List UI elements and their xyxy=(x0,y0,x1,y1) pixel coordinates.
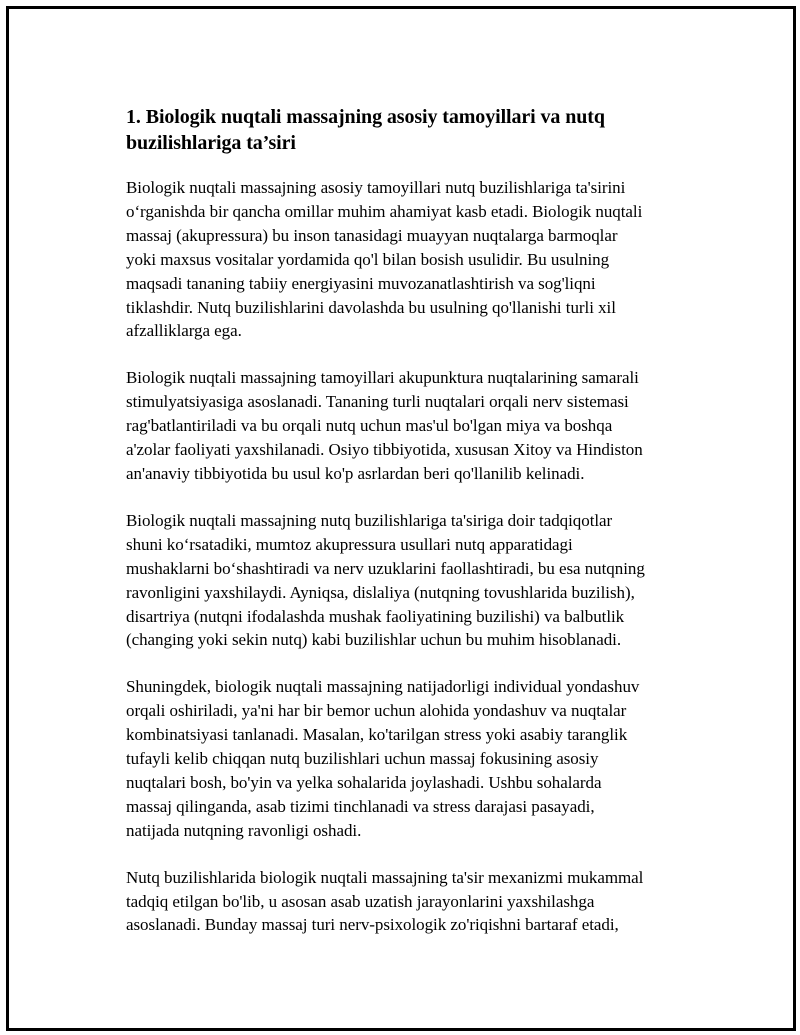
text-line: stimulyatsiyasiga asoslanadi. Tananing turli nuqtalari orqali nerv sistemasi xyxy=(126,392,629,412)
text-line: nuqtalari bosh, bo'yin va yelka sohalarida joylashadi. Ushbu sohalarda xyxy=(126,772,602,792)
text-line: an'anaviy tibbiyotida bu usul ko'p asrlardan beri qo'llanilib kelinadi. xyxy=(126,463,585,483)
text-line: tadqiq etilgan bo'lib, u asosan asab uzatish jarayonlarini yaxshilashga xyxy=(126,891,595,911)
text-line: a'zolar faoliyati yaxshilanadi. Osiyo tibbiyotida, xususan Xitoy va Hindiston xyxy=(126,440,643,460)
text-line: (changing yoki sekin nutq) kabi buzilishlar uchun bu muhim hisoblanadi. xyxy=(126,630,622,650)
text-line: Biologik nuqtali massajning tamoyillari akupunktura nuqtalarining samarali xyxy=(126,368,639,388)
text-line: Shuningdek, biologik nuqtali massajning natijadorligi individual yondashuv xyxy=(126,677,640,697)
text-line: disartriya (nutqni ifodalashda mushak faoliyatining buzilishi) va balbutlik xyxy=(126,606,625,626)
text-line: kombinatsiyasi tanlanadi. Masalan, ko'tarilgan stress yoki asabiy taranglik xyxy=(126,725,628,745)
text-line: rag'batlantiriladi va bu orqali nutq uchun mas'ul bo'lgan miya va boshqa xyxy=(126,416,613,436)
heading-line: 1. Biologik nuqtali massajning asosiy tamoyillari va nutq xyxy=(126,106,605,128)
text-line: shuni ko‘rsatadiki, mumtoz akupressura usullari nutq apparatidagi xyxy=(126,534,573,554)
text-line: yoki maxsus vositalar yordamida qo'l bilan bosish usulidir. Bu usulning xyxy=(126,249,610,269)
text-line: ravonligini yaxshilaydi. Ayniqsa, dislaliya (nutqning tovushlarida buzilish), xyxy=(126,582,635,602)
text-line: orqali oshiriladi, ya'ni har bir bemor uchun alohida yondashuv va nuqtalar xyxy=(126,701,627,721)
text-line: Biologik nuqtali massajning asosiy tamoyillari nutq buzilishlariga ta'sirini xyxy=(126,178,626,197)
text-line: tufayli kelib chiqqan nutq buzilishlari uchun massaj fokusining asosiy xyxy=(126,749,599,769)
text-line: massaj qilinganda, asab tizimi tinchlanadi va stress darajasi pasayadi, xyxy=(126,796,595,816)
text-line: Biologik nuqtali massajning nutq buzilishlariga ta'siriga doir tadqiqotlar xyxy=(126,510,613,530)
paragraph-5 xyxy=(126,866,704,938)
text-line: massaj (akupressura) bu inson tanasidagi muayyan nuqtalarga barmoqlar xyxy=(126,225,618,245)
text-line: asoslanadi. Bunday massaj turi nerv-psixologik zo'riqishni bartaraf etadi, xyxy=(126,915,619,935)
paragraph-4 xyxy=(126,675,704,842)
text-line: maqsadi tananing tabiiy energiyasini muvozanatlashtirish va sog'liqni xyxy=(126,273,596,293)
paragraph-3 xyxy=(126,509,704,652)
text-line: afzalliklarga ega. xyxy=(126,321,242,341)
text-line: o‘rganishda bir qancha omillar muhim ahamiyat kasb etadi. Biologik nuqtali xyxy=(126,201,643,221)
text-line: tiklashdir. Nutq buzilishlarini davolashda bu usulning qo'llanishi turli xil xyxy=(126,297,616,317)
paragraph-1 xyxy=(126,176,704,343)
page-frame xyxy=(6,6,796,1031)
paragraph-2 xyxy=(126,366,704,486)
text-line: Nutq buzilishlarida biologik nuqtali massajning ta'sir mexanizmi mukammal xyxy=(126,867,644,887)
document-body xyxy=(126,104,704,960)
section-heading xyxy=(126,104,704,156)
heading-line: buzilishlariga ta’siri xyxy=(126,132,296,154)
text-line: natijada nutqning ravonligi oshadi. xyxy=(126,820,362,840)
text-line: mushaklarni bo‘shashtiradi va nerv uzuklarini faollashtiradi, bu esa nutqning xyxy=(126,558,645,578)
